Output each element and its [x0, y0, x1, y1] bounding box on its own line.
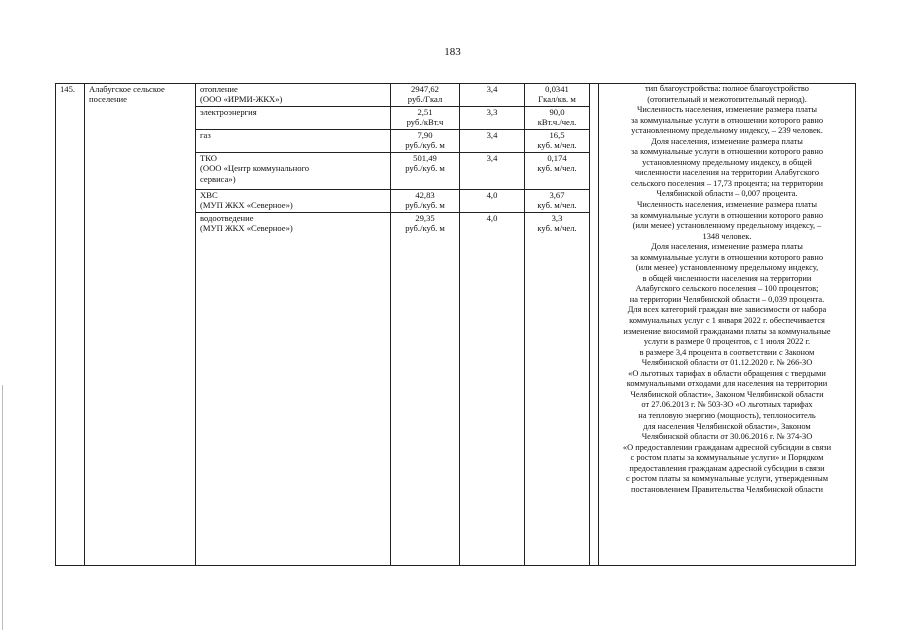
- service-name: водоотведение (МУП ЖКХ «Северное»): [196, 213, 391, 566]
- info-cell: тип благоустройства: полное благоустройство (отопительный и межотопительный период). Численность населения, изменение размера платы за коммунальные услуги в отношении которого равно установленному предельному индексу, – 239 человек. Доля населения, изменение размера платы за коммунальные услуги в отношении которого равно установленному предельному индексу, в общей численности населения на территории Алабугского сельского поселения – 17,73 процента; на территории Челябинской области – 0,007 процента. Численность населения, изменение размера платы за коммунальные услуги в отношении которого равно (или менее) установленному предельному индексу, – 1348 человек. Доля населения, изменение размера платы за коммунальные услуги в отношении которого равно (или менее) установленному предельному индексу, в общей численности населения на территории Алабугского сельского поселения – 100 процентов; на территории Челябинской области – 0,039 процента. Для всех категорий граждан вне зависимости от набора коммунальных услуг с 1 января 2022 г. обеспечивается изменение вносимой гражданами платы за коммунальные услуги в размере 0 процентов, с 1 июля 2022 г. в размере 3,4 процента в соответствии с Законом Челябинской области от 01.12.2020 г. № 266-ЗО «О льготных тарифах в области обращения с твердыми коммунальными отходами для населения на территории Челябинской области», Законом Челябинской области от 27.06.2013 г. № 503-ЗО «О льготных тарифах на тепловую энергию (мощность), теплоноситель для населения Челябинской области», Законом Челябинской области от 30.06.2016 г. № 374-ЗО «О предоставлении гражданам адресной субсидии в связи с ростом платы за коммунальные услуги» и Порядком предоставления гражданам адресной субсидии в связи с ростом платы за коммунальные услуги, утвержденным постановлением Правительства Челябинской области: [599, 84, 856, 566]
- service-index: 3,4: [460, 153, 525, 190]
- column-gap: [590, 84, 599, 566]
- service-tariff: 7,90 руб./куб. м: [391, 130, 460, 153]
- service-volume: 3,67 куб. м/чел.: [525, 190, 590, 213]
- service-volume: 0,0341 Гкал/кв. м: [525, 84, 590, 107]
- service-index: 3,4: [460, 84, 525, 107]
- service-index: 4,0: [460, 213, 525, 566]
- service-name: электроэнергия: [196, 107, 391, 130]
- service-tariff: 501,49 руб./куб. м: [391, 153, 460, 190]
- settlement-name: Алабугское сельское поселение: [85, 84, 196, 566]
- service-tariff: 2947,62 руб./Гкал: [391, 84, 460, 107]
- service-volume: 90,0 кВт.ч./чел.: [525, 107, 590, 130]
- service-tariff: 42,83 руб./куб. м: [391, 190, 460, 213]
- service-index: 3,4: [460, 130, 525, 153]
- service-index: 3,3: [460, 107, 525, 130]
- service-tariff: 2,51 руб./кВт.ч: [391, 107, 460, 130]
- service-volume: 16,5 куб. м/чел.: [525, 130, 590, 153]
- table-row: [56, 84, 856, 107]
- service-volume: 0,174 куб. м/чел.: [525, 153, 590, 190]
- tariff-table: [55, 83, 856, 566]
- service-volume: 3,3 куб. м/чел.: [525, 213, 590, 566]
- scan-edge-line: [2, 385, 3, 630]
- service-name: ТКО (ООО «Центр коммунального сервиса»): [196, 153, 391, 190]
- service-index: 4,0: [460, 190, 525, 213]
- service-name: газ: [196, 130, 391, 153]
- row-number: 145.: [56, 84, 85, 566]
- service-tariff: 29,35 руб./куб. м: [391, 213, 460, 566]
- service-name: отопление (ООО «ИРМИ-ЖКХ»): [196, 84, 391, 107]
- page-number: 183: [444, 46, 461, 58]
- service-name: ХВС (МУП ЖКХ «Северное»): [196, 190, 391, 213]
